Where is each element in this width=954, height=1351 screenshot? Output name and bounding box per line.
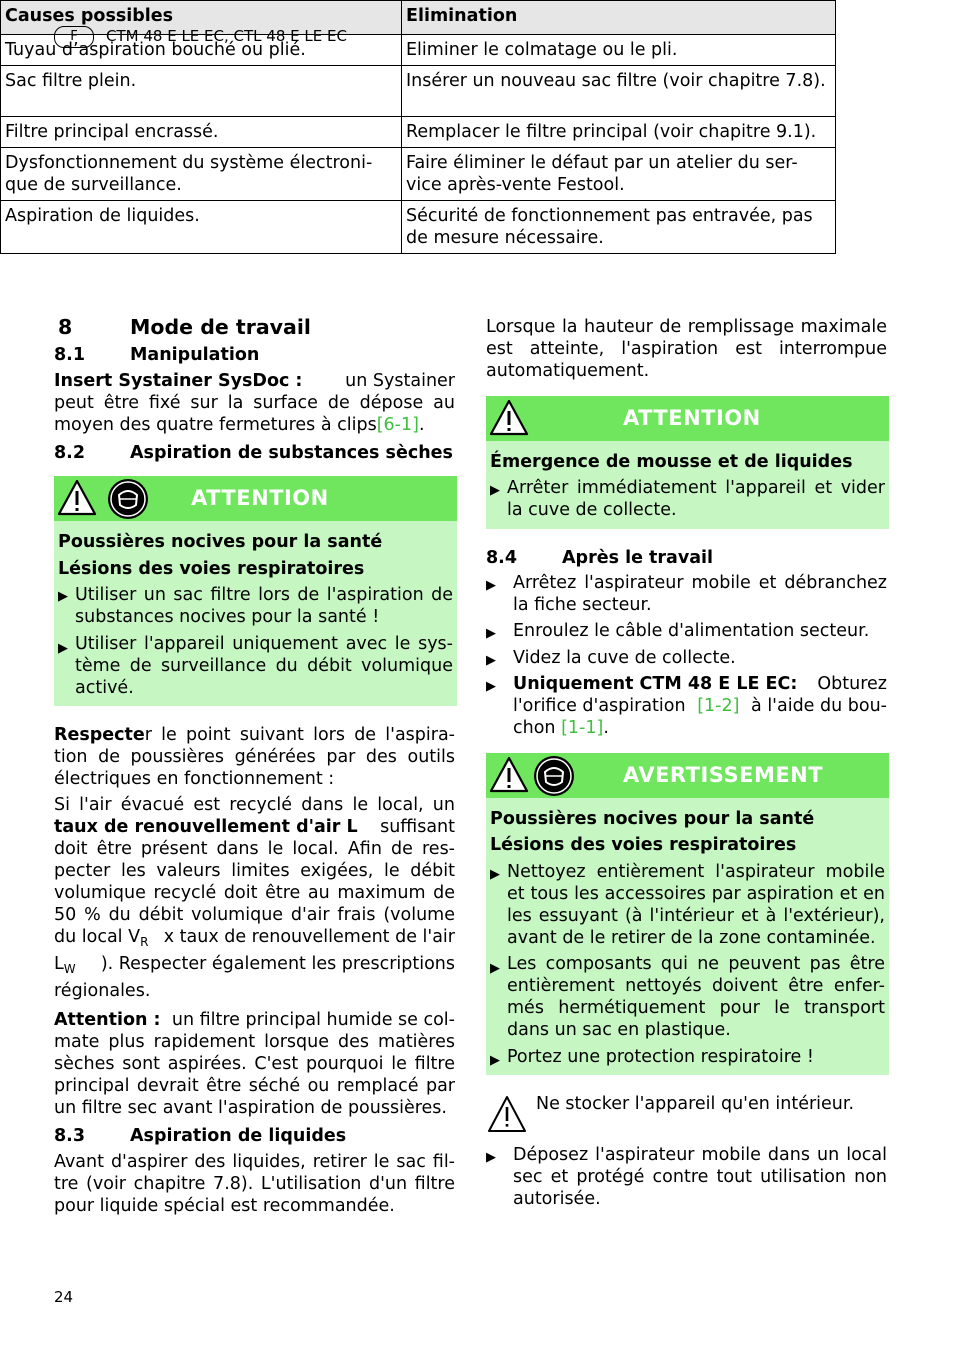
- section-8-4-number: 8.4: [486, 548, 518, 568]
- step-period: .: [603, 718, 609, 738]
- bullet-line: avant de le retirer de la zone contaminée.: [507, 928, 876, 948]
- bullet-line: Utiliser l'appareil uniquement avec le sys-: [75, 634, 453, 654]
- respect-bold: Respecte: [54, 725, 145, 745]
- warning-box-avertissement: [486, 753, 889, 1075]
- warning-bullet-1: [75, 584, 453, 628]
- cause-cell: Aspiration de liquides.: [1, 201, 402, 254]
- page-number: 24: [54, 1288, 74, 1306]
- air-line5: volumique recyclé doit être au maximum de: [54, 883, 455, 903]
- cause-cell: Sac filtre plein.: [1, 66, 402, 117]
- bullet-line: Arrêter immédiatement l'appareil et vider: [507, 478, 885, 498]
- sysdoc-paragraph: [54, 370, 455, 436]
- sysdoc-line3: moyen des quatre fermetures à clips: [54, 415, 377, 435]
- warning-triangle-icon: [57, 479, 97, 517]
- attention-line2: mate plus rapidement lorsque des matières: [54, 1032, 455, 1052]
- model-title: CTM 48 E LE EC, CTL 48 E LE EC: [106, 27, 347, 45]
- respirator-mask-icon: [107, 478, 149, 520]
- air-line4: pecter les valeurs limites exigées, le débit: [54, 861, 455, 881]
- attention-line1: un filtre principal humide se col-: [171, 1010, 455, 1030]
- warning-title: ATTENTION: [623, 406, 761, 430]
- respect-line1: r le point suivant lors de l'aspira-: [144, 725, 455, 745]
- full-line2: est atteinte, l'aspiration est interrompue: [486, 339, 887, 359]
- respect-line3: électriques en fonctionnement :: [54, 769, 335, 789]
- air-line3: doit être présent dans le local. Afin de res-: [54, 839, 455, 859]
- step-line: sec et protégé contre tout utilisation non: [513, 1167, 887, 1187]
- table-row: [1, 66, 836, 117]
- table-row: [1, 201, 836, 254]
- bullet-line: Nettoyez entièrement l'aspirateur mobile: [507, 862, 885, 882]
- attention-line3: sèches sont aspirées. C'est pourquoi le filtre: [54, 1054, 455, 1074]
- step-line: Arrêtez l'aspirateur mobile et débranchez: [513, 573, 887, 593]
- section-8-3-number: 8.3: [54, 1126, 86, 1146]
- hazard-line-1: Poussières nocives pour la santé: [490, 809, 815, 829]
- air-line6: 50 % du débit volumique d'air frais (volume: [54, 905, 455, 925]
- respirator-mask-icon: [533, 755, 575, 797]
- section-8-title: Mode de travail: [130, 315, 311, 339]
- sysdoc-period: .: [418, 415, 425, 435]
- sysdoc-line1: un Systainer: [345, 371, 455, 391]
- language-badge: F: [54, 26, 94, 48]
- hazard-line-2: Lésions des voies respiratoires: [58, 559, 365, 579]
- liquid-paragraph: [54, 1151, 455, 1217]
- bullet-arrow-icon: ▶: [58, 641, 68, 656]
- hazard-line-1: Poussières nocives pour la santé: [58, 532, 383, 552]
- bullet-arrow-icon: ▶: [486, 679, 496, 694]
- bullet-line: més hermétiquement pour le transport: [507, 998, 885, 1018]
- hazard-line-1: Émergence de mousse et de liquides: [490, 452, 853, 472]
- bullet-line: tème de surveillance du débit volumique: [75, 656, 453, 676]
- figure-ref-6-1[interactable]: [6-1]: [376, 415, 419, 435]
- respect-line2: tion de poussières générées par des outils: [54, 747, 455, 767]
- bullet-arrow-icon: ▶: [58, 589, 68, 604]
- air-bold: taux de renouvellement d'air L: [54, 817, 358, 837]
- liquid-line1: Avant d'aspirer des liquides, retirer le sac fil-: [54, 1152, 455, 1172]
- air-line9: régionales.: [54, 981, 151, 1001]
- bullet-line: Les composants qui ne peuvent pas être: [507, 954, 885, 974]
- full-line1: Lorsque la hauteur de remplissage maximale: [486, 317, 887, 337]
- air-line7a: du local V: [54, 927, 141, 947]
- figure-ref-1-1[interactable]: [1-1]: [561, 718, 604, 738]
- warning-bullet-1: [507, 477, 885, 521]
- full-paragraph: [486, 316, 887, 382]
- remedy-cell: Remplacer le filtre principal (voir chapitre 9.1).: [402, 117, 836, 148]
- table-row: [1, 117, 836, 148]
- respect-paragraph: [54, 724, 455, 790]
- column-header-causes: Causes possibles: [1, 1, 402, 35]
- liquid-line2: tre (voir chapitre 7.8). L'utilisation d'un filtre: [54, 1174, 455, 1194]
- step-unplug: [513, 572, 887, 616]
- step-line: Déposez l'aspirateur mobile dans un local: [513, 1145, 887, 1165]
- bullet-line: substances nocives pour la santé !: [75, 607, 380, 627]
- air-line7b: x taux de renouvellement de l'air: [163, 927, 455, 947]
- bullet-arrow-icon: ▶: [486, 1150, 496, 1165]
- air-line2: suffisant: [380, 817, 455, 837]
- remedy-cell: Eliminer le colmatage ou le pli.: [402, 35, 836, 66]
- subscript-r: R: [140, 935, 149, 949]
- section-8-1-number: 8.1: [54, 345, 86, 365]
- bullet-line: activé.: [75, 678, 134, 698]
- warning-triangle-icon: [489, 756, 529, 794]
- bullet-arrow-icon: ▶: [486, 626, 496, 641]
- attention-bold: Attention :: [54, 1010, 161, 1030]
- air-line8a: L: [54, 954, 64, 974]
- cause-cell: Dysfonctionnement du système électroni-que de surveillance.: [1, 148, 402, 201]
- warning-title: AVERTISSEMENT: [623, 763, 824, 787]
- full-line3: automatiquement.: [486, 361, 650, 381]
- sysdoc-line2: peut être fixé sur la surface de dépose au: [54, 393, 455, 413]
- cause-cell: Tuyau d’aspiration bouché ou plié.: [1, 35, 402, 66]
- section-8-4-title: Après le travail: [562, 548, 714, 568]
- bullet-line: Utiliser un sac filtre lors de l'aspiration de: [75, 585, 453, 605]
- air-line1: Si l'air évacué est recyclé dans le local, un: [54, 795, 455, 815]
- air-line8b: ). Respecter également les prescriptions: [100, 954, 455, 974]
- attention-paragraph: [54, 1009, 455, 1119]
- bullet-arrow-icon: ▶: [490, 1053, 500, 1068]
- warning-bullet-1: [507, 861, 885, 949]
- section-8-2-title: Aspiration de substances sèches: [130, 443, 453, 463]
- bullet-arrow-icon: ▶: [486, 578, 496, 593]
- bullet-arrow-icon: ▶: [490, 961, 500, 976]
- remedy-cell: Faire éliminer le défaut par un atelier du ser-vice après-vente Festool.: [402, 148, 836, 201]
- section-8-1-title: Manipulation: [130, 345, 260, 365]
- subscript-w: W: [63, 962, 76, 976]
- step-line: la fiche secteur.: [513, 595, 652, 615]
- hazard-line-2: Lésions des voies respiratoires: [490, 835, 797, 855]
- column-header-elimination: Elimination: [402, 1, 836, 35]
- step-line: Obturez: [817, 674, 887, 694]
- bullet-line: les essuyant (à l'intérieur et à l'extérieur),: [507, 906, 885, 926]
- caution-triangle-icon: [487, 1094, 527, 1134]
- warning-title: ATTENTION: [191, 486, 329, 510]
- warning-bullet-2: [75, 633, 453, 699]
- bullet-line: entièrement nettoyés doivent être enfer-: [507, 976, 885, 996]
- bullet-line: la cuve de collecte.: [507, 500, 677, 520]
- remedy-cell: Insérer un nouveau sac filtre (voir chapitre 7.8).: [402, 66, 836, 117]
- figure-ref-1-2[interactable]: [1-2]: [697, 696, 740, 716]
- bullet-line: et tous les accessoires par aspiration et en: [507, 884, 885, 904]
- section-8-number: 8: [58, 315, 73, 339]
- warning-bullet-2: [507, 953, 885, 1041]
- remedy-cell: Sécurité de fonctionnement pas entravée, pas de mesure nécessaire.: [402, 201, 836, 254]
- step-store: [513, 1144, 887, 1210]
- warning-triangle-icon: [489, 399, 529, 437]
- bullet-arrow-icon: ▶: [490, 867, 500, 882]
- bullet-arrow-icon: ▶: [486, 653, 496, 668]
- warning-box-attention-2: [486, 396, 889, 529]
- step-plug: [513, 673, 887, 739]
- attention-line4: principal devrait être séché ou remplacé par: [54, 1076, 455, 1096]
- cause-cell: Filtre principal encrassé.: [1, 117, 402, 148]
- step-empty: Videz la cuve de collecte.: [513, 648, 736, 668]
- bullet-line: dans un sac en plastique.: [507, 1020, 731, 1040]
- step-line: l'orifice d'aspiration: [513, 696, 686, 716]
- air-paragraph: [54, 794, 455, 1002]
- bullet-arrow-icon: ▶: [490, 483, 500, 498]
- liquid-line3: pour liquide spécial est recommandée.: [54, 1196, 395, 1216]
- step-line: chon: [513, 718, 556, 738]
- step-plug-bold: Uniquement CTM 48 E LE EC:: [513, 674, 798, 694]
- warning-bullet-3: Portez une protection respiratoire !: [507, 1047, 814, 1067]
- step-line: à l'aide du bou-: [751, 696, 887, 716]
- attention-line5: un filtre sec avant l'aspiration de poussières.: [54, 1098, 447, 1118]
- section-8-2-number: 8.2: [54, 443, 86, 463]
- storage-note: Ne stocker l'appareil qu'en intérieur.: [536, 1094, 855, 1114]
- warning-box-attention-1: [54, 476, 457, 706]
- section-8-3-title: Aspiration de liquides: [130, 1126, 347, 1146]
- step-line: autorisée.: [513, 1189, 601, 1209]
- sysdoc-bold: Insert Systainer SysDoc :: [54, 371, 303, 391]
- table-row: [1, 148, 836, 201]
- step-cable: Enroulez le câble d'alimentation secteur.: [513, 621, 870, 641]
